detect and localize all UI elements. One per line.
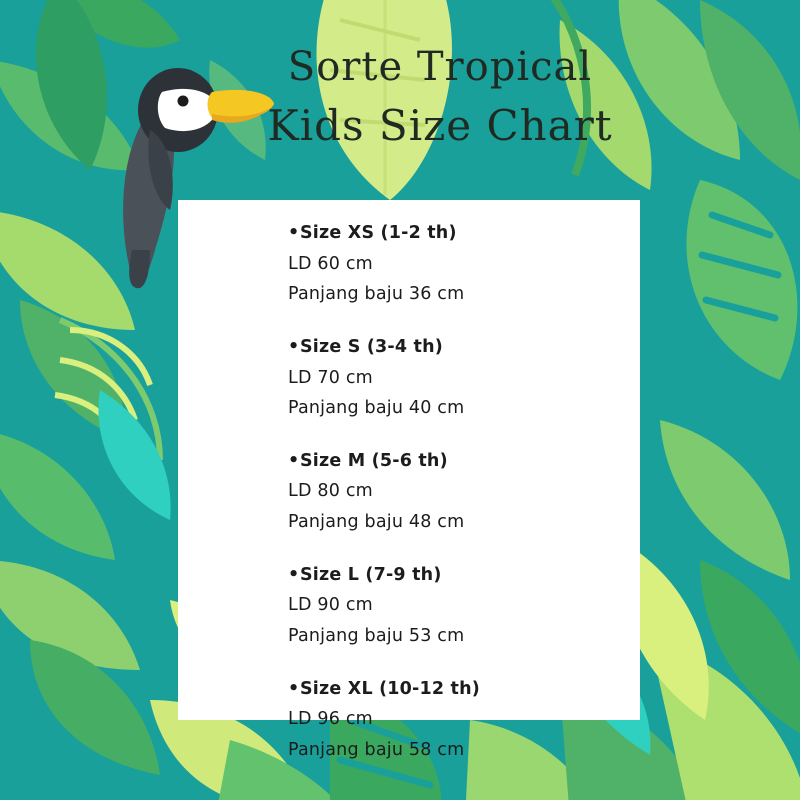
size-length: Panjang baju 53 cm xyxy=(288,625,465,646)
size-name-row xyxy=(288,446,614,477)
size-length: Panjang baju 40 cm xyxy=(288,398,465,419)
size-chest: LD 90 cm xyxy=(288,595,373,616)
size-name: Size M (5-6 th) xyxy=(300,450,448,471)
size-chest: LD 60 cm xyxy=(288,253,373,274)
size-group xyxy=(288,446,614,538)
size-length: Panjang baju 58 cm xyxy=(288,739,465,760)
size-name: Size XS (1-2 th) xyxy=(300,223,457,243)
title-line-2: Kids Size Chart xyxy=(267,101,613,150)
size-length: Panjang baju 48 cm xyxy=(288,512,465,532)
bullet-icon: • xyxy=(288,564,300,585)
poster-title xyxy=(230,38,650,157)
size-name-row xyxy=(288,674,614,705)
bullet-icon: • xyxy=(288,678,300,699)
size-name-row xyxy=(288,332,614,363)
size-list xyxy=(178,200,640,775)
bullet-icon: • xyxy=(288,336,300,357)
title-line-1: Sorte Tropical xyxy=(287,44,593,90)
size-group xyxy=(288,332,614,424)
size-group xyxy=(288,560,614,652)
size-length: Panjang baju 36 cm xyxy=(288,284,465,305)
size-name: Size L (7-9 th) xyxy=(300,564,442,585)
size-chart-card xyxy=(178,200,640,760)
bullet-icon: • xyxy=(288,450,300,471)
bullet-icon: • xyxy=(288,223,300,243)
size-group xyxy=(288,674,614,766)
size-chest: LD 80 cm xyxy=(288,481,373,502)
size-group xyxy=(288,218,614,310)
size-name-row xyxy=(288,560,614,591)
size-name: Size S (3-4 th) xyxy=(300,336,443,357)
size-chest: LD 96 cm xyxy=(288,709,373,730)
size-name-row xyxy=(288,218,614,249)
size-chest: LD 70 cm xyxy=(288,367,373,388)
size-name: Size XL (10-12 th) xyxy=(300,678,480,699)
